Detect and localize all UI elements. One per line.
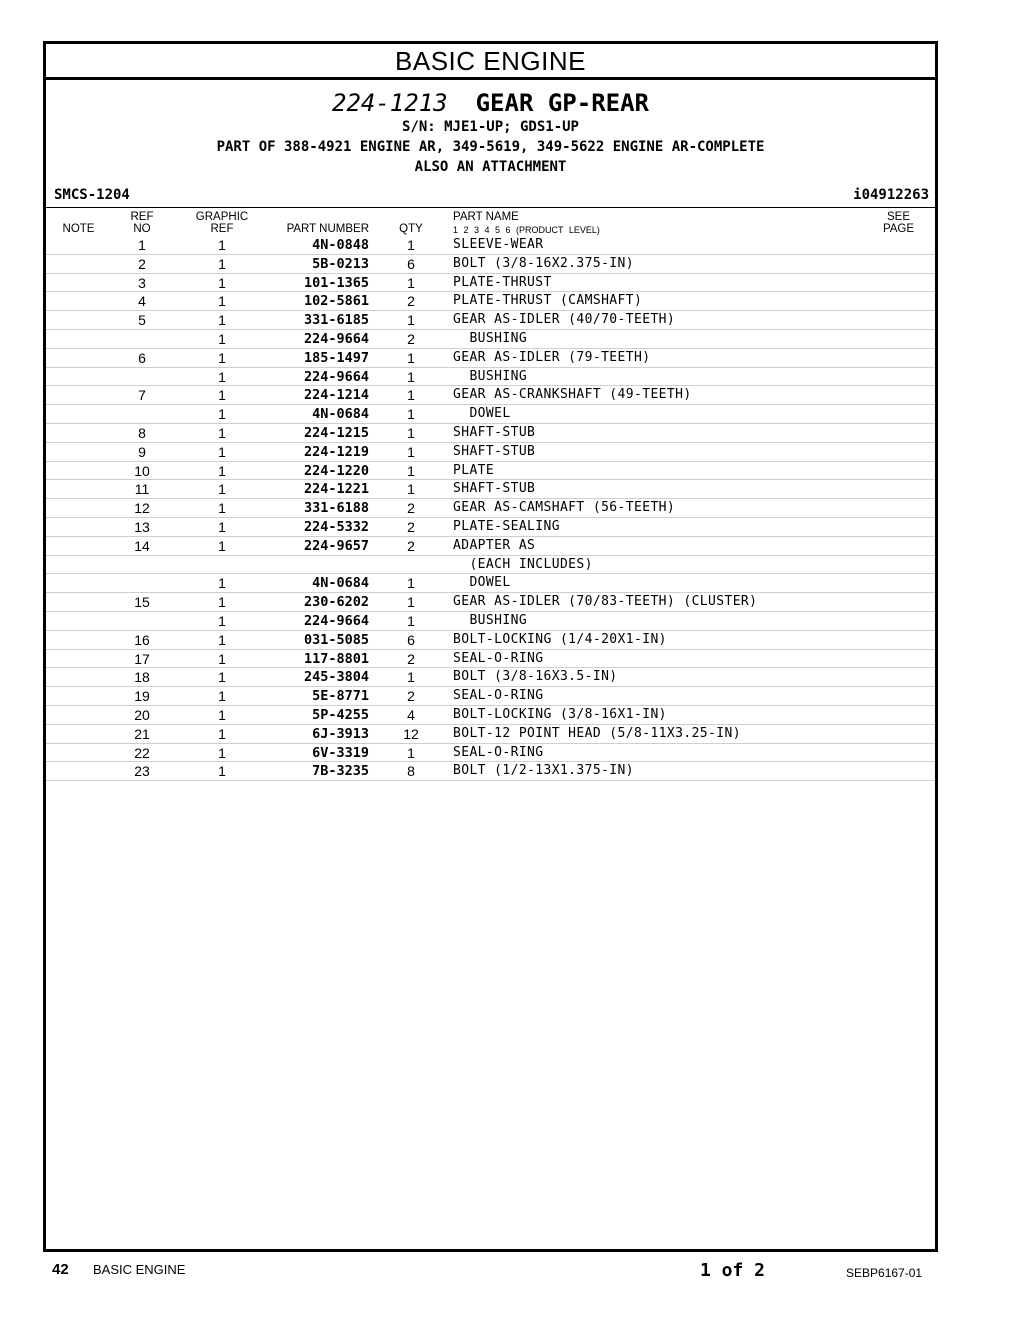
part-number-cell: 117-8801 [303,650,369,667]
ref-no-cell: 12 [134,500,150,517]
table-row [46,236,935,255]
group-title [46,89,935,117]
graphic-ref-cell: 1 [218,462,226,479]
qty-cell: 1 [407,575,415,592]
part-name-cell: SLEEVE-WEAR [453,237,544,252]
part-number-cell: 224-9664 [303,330,369,347]
ref-no-cell: 20 [134,706,150,723]
part-name-cell: BUSHING [453,612,528,628]
col-note: NOTE [62,223,95,235]
part-name-cell: BOLT (3/8-16X3.5-IN) [453,669,618,685]
qty-cell: 1 [407,349,415,366]
qty-cell: 1 [407,368,415,385]
graphic-ref-cell: 1 [218,387,226,404]
part-name-cell: SEAL-O-RING [453,744,544,760]
part-number-cell: 6J-3913 [312,725,369,742]
part-name-cell: PLATE-THRUST [453,274,552,290]
col-part-number: PART NUMBER [286,223,369,235]
table-row [46,274,935,293]
table-row [46,255,935,274]
part-number-cell: 5E-8771 [312,688,369,705]
qty-cell: 2 [407,537,415,554]
ref-no-cell: 9 [138,443,146,460]
part-number-cell: 4N-0848 [312,237,369,253]
qty-cell: 1 [407,312,415,329]
table-row [46,631,935,650]
qty-cell: 1 [407,744,415,761]
ref-no-cell: 2 [138,255,146,272]
table-row [46,706,935,725]
ref-no-cell: 19 [134,688,150,705]
table-row [46,593,935,612]
part-name-cell: BUSHING [453,330,528,346]
part-number-cell: 331-6185 [303,312,369,329]
graphic-ref-cell: 1 [218,274,226,291]
ref-no-cell: 7 [138,387,146,404]
part-number-cell: 224-5332 [303,518,369,535]
footer-doc-id: SEBP6167-01 [846,1266,923,1280]
qty-cell: 1 [407,406,415,423]
footer-section: BASIC ENGINE [93,1262,186,1277]
part-name-cell: GEAR AS-IDLER (40/70-TEETH) [453,312,676,328]
qty-cell: 1 [407,443,415,460]
part-name-cell: BOLT-12 POINT HEAD (5/8-11X3.25-IN) [453,725,741,741]
part-number-cell: 4N-0684 [312,406,369,423]
illustration-id: i04912263 [853,187,929,203]
part-name-cell: ADAPTER AS [453,537,536,553]
graphic-ref-cell: 1 [218,330,226,347]
graphic-ref-cell: 1 [218,594,226,611]
table-row [46,744,935,763]
graphic-ref-cell: 1 [218,443,226,460]
table-row [46,311,935,330]
header-divider [46,207,935,208]
part-number-cell: 331-6188 [303,500,369,517]
ref-no-cell: 8 [138,424,146,441]
table-row [46,405,935,424]
product-level-scale: 1 2 3 4 5 6 (PRODUCT LEVEL) [453,225,600,235]
footer-page-number: 42 [52,1261,69,1278]
col-graphic-ref: GRAPHIC REF [195,211,249,235]
footer-page-of: 1 of 2 [700,1260,766,1281]
part-name-cell: DOWEL [453,575,511,591]
part-number-cell: 5B-0213 [312,255,369,272]
also-line: ALSO AN ATTACHMENT [414,159,567,175]
qty-cell: 6 [407,631,415,648]
qty-cell: 6 [407,255,415,272]
table-row [46,612,935,631]
table-row [46,574,935,593]
table-row [46,424,935,443]
table-row [46,292,935,311]
graphic-ref-cell: 1 [218,255,226,272]
graphic-ref-cell: 1 [218,575,226,592]
qty-cell: 1 [407,594,415,611]
qty-cell: 2 [407,688,415,705]
ref-no-cell: 10 [134,462,150,479]
part-name-cell: SHAFT-STUB [453,481,536,497]
graphic-ref-cell: 1 [218,669,226,686]
part-number-cell: 6V-3319 [312,744,369,761]
part-name-cell: SHAFT-STUB [453,443,536,459]
part-number-cell: 224-9664 [303,612,369,629]
ref-no-cell: 11 [134,481,150,498]
graphic-ref-cell: 1 [218,612,226,629]
part-name-cell: BUSHING [453,368,528,384]
part-number-cell: 224-1219 [303,443,369,460]
part-name-cell: GEAR AS-CAMSHAFT (56-TEETH) [453,500,676,516]
qty-cell: 1 [407,462,415,479]
part-name-cell: PLATE [453,462,495,478]
group-number: 224-1213 [332,89,448,117]
part-name-cell: GEAR AS-IDLER (70/83-TEETH) (CLUSTER) [453,594,758,610]
part-name-cell: BOLT-LOCKING (1/4-20X1-IN) [453,631,667,647]
qty-cell: 2 [407,330,415,347]
part-number-cell: 031-5085 [303,631,369,648]
qty-cell: 2 [407,293,415,310]
ref-no-cell: 21 [134,725,150,742]
serial-numbers: S/N: MJE1-UP; GDS1-UP [401,119,579,135]
part-name-cell: SEAL-O-RING [453,650,544,666]
col-qty: QTY [399,223,423,235]
qty-cell: 1 [407,612,415,629]
parts-page-frame [43,41,938,1252]
smcs-code: SMCS-1204 [54,187,130,203]
graphic-ref-cell: 1 [218,293,226,310]
part-number-cell: 224-1214 [303,387,369,404]
qty-cell: 1 [407,387,415,404]
part-number-cell: 224-9664 [303,368,369,385]
ref-no-cell: 13 [134,518,150,535]
graphic-ref-cell: 1 [218,481,226,498]
table-row [46,499,935,518]
graphic-ref-cell: 1 [218,631,226,648]
graphic-ref-cell: 1 [218,237,226,253]
qty-cell: 4 [407,706,415,723]
part-name-cell: BOLT (1/2-13X1.375-IN) [453,763,634,779]
part-number-cell: 102-5861 [303,293,369,310]
part-number-cell: 224-1221 [303,481,369,498]
table-row [46,537,935,556]
table-row [46,687,935,706]
qty-cell: 2 [407,650,415,667]
part-name-cell: GEAR AS-IDLER (79-TEETH) [453,349,651,365]
qty-cell: 1 [407,424,415,441]
table-row [46,349,935,368]
table-row [46,762,935,781]
qty-cell: 1 [407,481,415,498]
graphic-ref-cell: 1 [218,518,226,535]
col-see-page: SEE PAGE [882,211,915,235]
part-number-cell: 245-3804 [303,669,369,686]
part-of-line: PART OF 388-4921 ENGINE AR, 349-5619, 349-5622 ENGINE AR-COMPLETE [216,139,765,155]
table-row [46,556,935,575]
col-part-name: PART NAME [453,211,519,223]
table-row [46,462,935,481]
section-title: BASIC ENGINE [46,44,935,80]
ref-no-cell: 18 [134,669,150,686]
part-number-cell: 185-1497 [303,349,369,366]
part-number-cell: 5P-4255 [312,706,369,723]
part-name-cell: PLATE-SEALING [453,518,560,534]
part-name-cell: BOLT (3/8-16X2.375-IN) [453,255,634,271]
part-number-cell: 224-9657 [303,537,369,554]
part-number-cell: 230-6202 [303,594,369,611]
part-name-cell: SEAL-O-RING [453,688,544,704]
part-name-cell: GEAR AS-CRANKSHAFT (49-TEETH) [453,387,692,403]
graphic-ref-cell: 1 [218,706,226,723]
graphic-ref-cell: 1 [218,744,226,761]
part-number-cell: 224-1220 [303,462,369,479]
graphic-ref-cell: 1 [218,424,226,441]
ref-no-cell: 5 [138,312,146,329]
table-row [46,386,935,405]
graphic-ref-cell: 1 [218,406,226,423]
ref-no-cell: 14 [134,537,150,554]
ref-no-cell: 22 [134,744,150,761]
part-number-cell: 101-1365 [303,274,369,291]
graphic-ref-cell: 1 [218,725,226,742]
qty-cell: 2 [407,500,415,517]
table-row [46,443,935,462]
qty-cell: 1 [407,669,415,686]
graphic-ref-cell: 1 [218,368,226,385]
table-row [46,725,935,744]
part-name-cell: DOWEL [453,406,511,422]
graphic-ref-cell: 1 [218,312,226,329]
qty-cell: 2 [407,518,415,535]
table-row [46,480,935,499]
graphic-ref-cell: 1 [218,650,226,667]
part-name-cell: SHAFT-STUB [453,424,536,440]
table-row [46,668,935,687]
table-row [46,330,935,349]
col-ref-no: REF NO [130,211,154,235]
qty-cell: 1 [407,274,415,291]
graphic-ref-cell: 1 [218,349,226,366]
part-number-cell: 224-1215 [303,424,369,441]
qty-cell: 1 [407,237,415,253]
ref-no-cell: 23 [134,763,150,780]
ref-no-cell: 3 [138,274,146,291]
ref-no-cell: 1 [138,237,146,253]
table-row [46,650,935,669]
part-number-cell: 7B-3235 [312,763,369,780]
graphic-ref-cell: 1 [218,500,226,517]
part-name-cell: BOLT-LOCKING (3/8-16X1-IN) [453,706,667,722]
ref-no-cell: 6 [138,349,146,366]
qty-cell: 8 [407,763,415,780]
ref-no-cell: 17 [134,650,150,667]
graphic-ref-cell: 1 [218,537,226,554]
part-number-cell: 4N-0684 [312,575,369,592]
table-row [46,518,935,537]
part-name-cell: (EACH INCLUDES) [453,556,593,572]
group-name: GEAR GP-REAR [475,89,649,117]
parts-list [46,236,935,781]
graphic-ref-cell: 1 [218,763,226,780]
ref-no-cell: 16 [134,631,150,648]
part-name-cell: PLATE-THRUST (CAMSHAFT) [453,293,643,309]
graphic-ref-cell: 1 [218,688,226,705]
ref-no-cell: 15 [134,594,150,611]
table-row [46,368,935,387]
qty-cell: 12 [403,725,419,742]
ref-no-cell: 4 [138,293,146,310]
